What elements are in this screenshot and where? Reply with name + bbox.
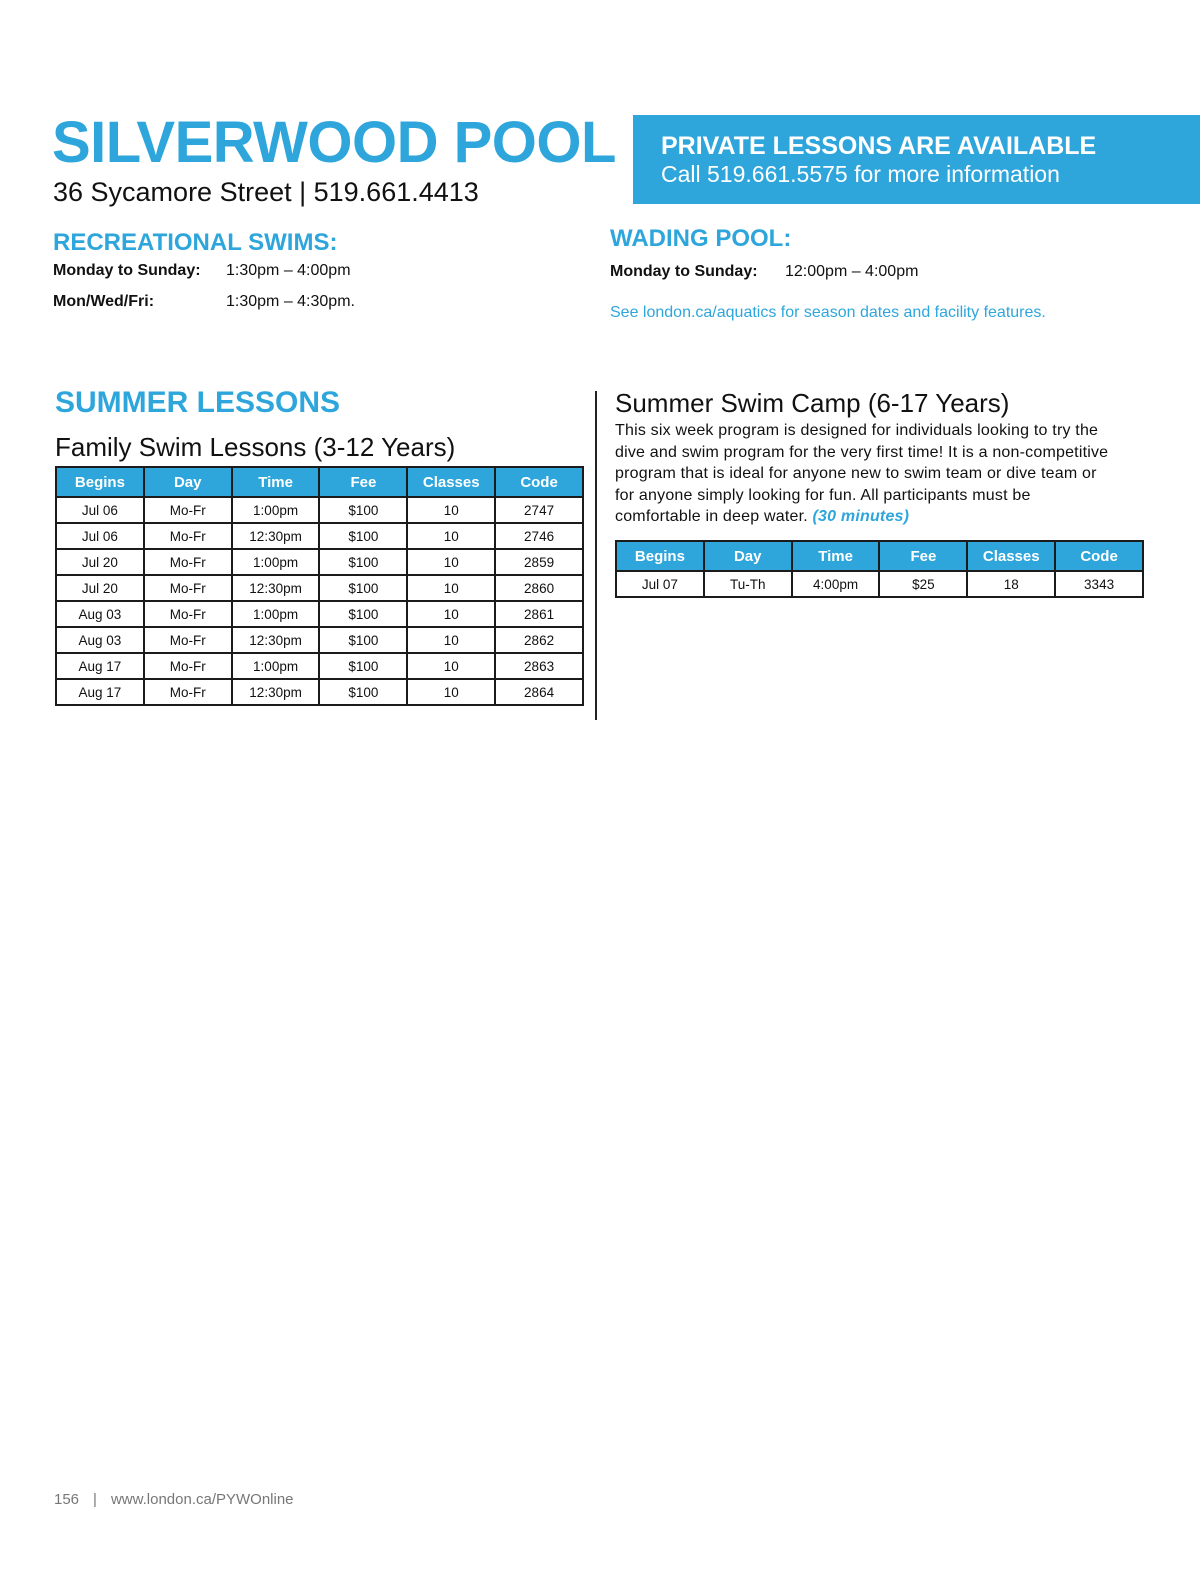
cell-fee: $100 (319, 679, 407, 705)
schedule-label: Mon/Wed/Fri: (53, 293, 155, 310)
cell-time: 1:00pm (232, 549, 320, 575)
wading-row (610, 263, 918, 281)
cell-begins: Jul 06 (56, 497, 144, 523)
cell-time: 12:30pm (232, 627, 320, 653)
column-header-classes: Classes (967, 541, 1055, 571)
cell-day: Tu-Th (704, 571, 792, 597)
cell-fee: $25 (879, 571, 967, 597)
cell-classes: 10 (407, 627, 495, 653)
cell-begins: Jul 20 (56, 575, 144, 601)
cell-begins: Jul 06 (56, 523, 144, 549)
table-row (56, 653, 583, 679)
footer-url[interactable]: www.london.ca/PYWOnline (110, 1491, 294, 1508)
pool-address: 36 Sycamore Street | 519.661.4413 (53, 177, 479, 207)
schedule-value: 1:30pm – 4:30pm. (226, 293, 355, 310)
cell-classes: 10 (407, 549, 495, 575)
swim-camp-duration: (30 minutes) (812, 508, 910, 526)
cell-time: 1:00pm (232, 497, 320, 523)
cell-time: 1:00pm (232, 601, 320, 627)
column-header-begins: Begins (616, 541, 704, 571)
cell-time: 12:30pm (232, 679, 320, 705)
column-header-time: Time (232, 467, 320, 497)
column-header-code: Code (1055, 541, 1143, 571)
table-row (56, 497, 583, 523)
cell-begins: Aug 17 (56, 679, 144, 705)
schedule-label: Monday to Sunday: (53, 262, 201, 279)
column-header-time: Time (792, 541, 880, 571)
cell-begins: Aug 17 (56, 653, 144, 679)
cell-code: 2746 (495, 523, 583, 549)
column-header-begins: Begins (56, 467, 144, 497)
summer-lessons-heading: SUMMER LESSONS (55, 386, 341, 419)
cell-day: Mo-Fr (144, 497, 232, 523)
cell-fee: $100 (319, 575, 407, 601)
table-row (56, 549, 583, 575)
cell-classes: 10 (407, 497, 495, 523)
cell-day: Mo-Fr (144, 653, 232, 679)
cell-day: Mo-Fr (144, 601, 232, 627)
cell-day: Mo-Fr (144, 549, 232, 575)
swim-camp-description-text: This six week program is designed for individuals looking to try the dive and swim program for the very first time! It is a non-competitive program that is ideal for anyone new to swim team or dive team or for anyone simply looking for fun. All participants must be comfortable in deep water. (615, 422, 1109, 526)
column-header-code: Code (495, 467, 583, 497)
column-header-fee: Fee (319, 467, 407, 497)
column-header-classes: Classes (407, 467, 495, 497)
cell-fee: $100 (319, 627, 407, 653)
column-header-fee: Fee (879, 541, 967, 571)
cell-fee: $100 (319, 653, 407, 679)
page-footer (54, 1491, 294, 1508)
cell-begins: Aug 03 (56, 627, 144, 653)
private-lessons-phone: Call 519.661.5575 for more information (661, 161, 1060, 187)
cell-code: 2859 (495, 549, 583, 575)
cell-begins: Aug 03 (56, 601, 144, 627)
page-number: 156 (54, 1491, 80, 1508)
cell-code: 3343 (1055, 571, 1143, 597)
table-header-row (616, 541, 1143, 571)
table-row (56, 523, 583, 549)
cell-begins: Jul 07 (616, 571, 704, 597)
cell-code: 2863 (495, 653, 583, 679)
pool-title: SILVERWOOD POOL (52, 110, 616, 175)
cell-classes: 10 (407, 679, 495, 705)
recreational-row (53, 262, 351, 280)
cell-code: 2747 (495, 497, 583, 523)
schedule-value: 1:30pm – 4:00pm (226, 262, 351, 279)
cell-time: 12:30pm (232, 523, 320, 549)
cell-code: 2864 (495, 679, 583, 705)
cell-classes: 10 (407, 575, 495, 601)
private-lessons-heading: PRIVATE LESSONS ARE AVAILABLE (661, 132, 1097, 160)
table-row (616, 571, 1143, 597)
recreational-swims-heading: RECREATIONAL SWIMS: (53, 229, 338, 256)
family-lessons-title: Family Swim Lessons (3-12 Years) (55, 432, 456, 462)
swim-camp-table (615, 540, 1144, 598)
cell-classes: 18 (967, 571, 1055, 597)
cell-classes: 10 (407, 601, 495, 627)
cell-code: 2861 (495, 601, 583, 627)
cell-code: 2860 (495, 575, 583, 601)
cell-fee: $100 (319, 601, 407, 627)
cell-day: Mo-Fr (144, 575, 232, 601)
column-divider (595, 391, 597, 720)
schedule-value: 12:00pm – 4:00pm (785, 263, 919, 280)
table-row (56, 679, 583, 705)
cell-classes: 10 (407, 653, 495, 679)
cell-classes: 10 (407, 523, 495, 549)
cell-code: 2862 (495, 627, 583, 653)
footer-separator: | (93, 1491, 97, 1508)
cell-fee: $100 (319, 497, 407, 523)
wading-pool-heading: WADING POOL: (610, 225, 792, 252)
recreational-row (53, 293, 355, 311)
column-header-day: Day (144, 467, 232, 497)
table-header-row (56, 467, 583, 497)
table-row (56, 627, 583, 653)
cell-time: 12:30pm (232, 575, 320, 601)
cell-begins: Jul 20 (56, 549, 144, 575)
table-row (56, 601, 583, 627)
cell-fee: $100 (319, 549, 407, 575)
cell-time: 4:00pm (792, 571, 880, 597)
season-dates-link[interactable]: See london.ca/aquatics for season dates and facility features. (610, 304, 1046, 321)
cell-fee: $100 (319, 523, 407, 549)
column-header-day: Day (704, 541, 792, 571)
table-row (56, 575, 583, 601)
cell-day: Mo-Fr (144, 679, 232, 705)
cell-time: 1:00pm (232, 653, 320, 679)
family-lessons-table (55, 466, 584, 706)
cell-day: Mo-Fr (144, 627, 232, 653)
private-lessons-banner (633, 115, 1200, 204)
swim-camp-description (615, 420, 1115, 528)
schedule-label: Monday to Sunday: (610, 263, 758, 280)
cell-day: Mo-Fr (144, 523, 232, 549)
swim-camp-title: Summer Swim Camp (6-17 Years) (615, 388, 1010, 418)
